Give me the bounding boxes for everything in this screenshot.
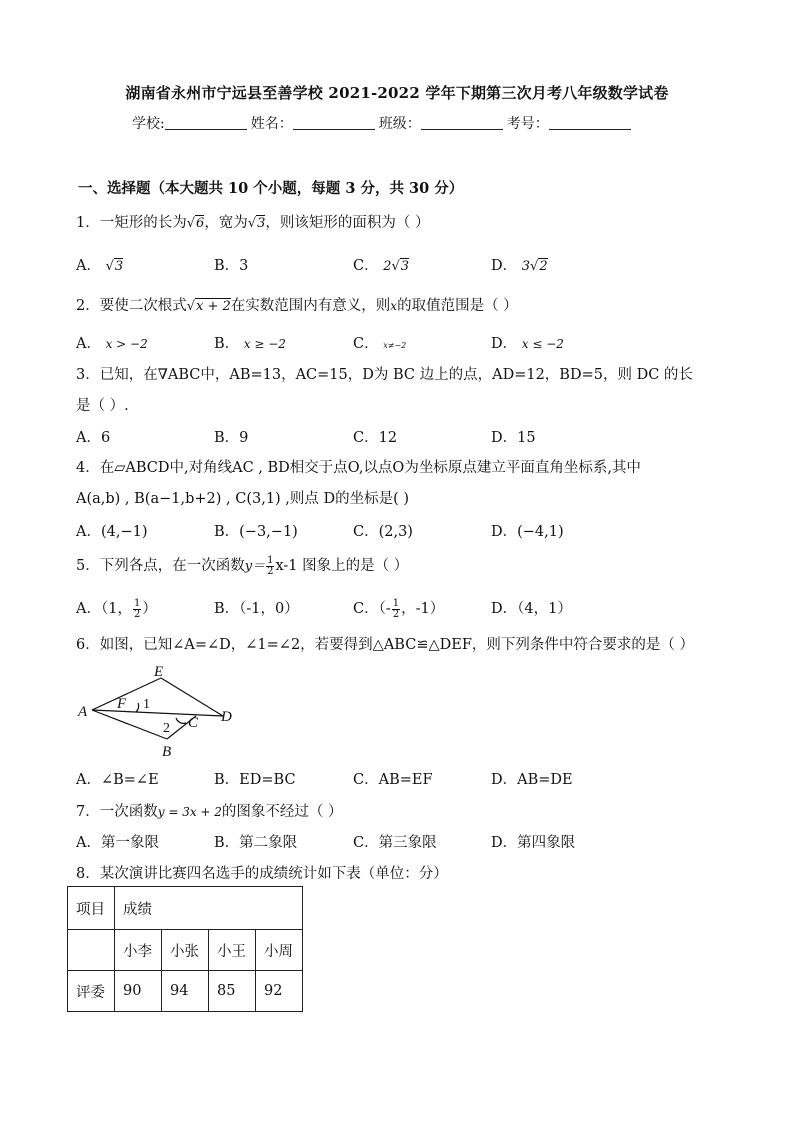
option-a[interactable]: A．(4,−1) xyxy=(76,524,148,540)
question-text: 已知，在∇ABC中，AB=13，AC=15，D为 BC 边上的点，AD=12，BD=5，则 DC 的长 xyxy=(99,367,693,383)
question-text: 在▱ABCD中,对角线AC , BD相交于点O,以点O为坐标原点建立平面直角坐标系,其中 xyxy=(99,460,641,476)
option-d[interactable]: D．第四象限 xyxy=(491,835,576,851)
question-text: 的图象不经过（ ） xyxy=(221,804,343,820)
class-blank[interactable] xyxy=(421,115,503,130)
question-number: 4． xyxy=(76,460,100,476)
question-2 xyxy=(76,294,518,315)
table-cell: 小王 xyxy=(209,930,256,971)
table-row xyxy=(68,971,303,1012)
option-c[interactable]: C．(2,3) xyxy=(353,524,413,540)
question-7 xyxy=(76,800,343,821)
question-1 xyxy=(76,211,430,232)
option-b[interactable]: B．（-1，0） xyxy=(214,601,299,617)
school-blank[interactable] xyxy=(165,115,247,130)
geometry-figure xyxy=(76,661,246,761)
question-text: 要使二次根式 xyxy=(99,298,187,314)
option-d[interactable]: D．(−4,1) xyxy=(491,524,564,540)
option-c[interactable]: C．（- $\frac{1}{2}$ ，-1） xyxy=(353,597,445,620)
name-label: 姓名： xyxy=(250,116,293,132)
table-cell xyxy=(68,930,115,971)
segment-AB xyxy=(92,710,167,739)
option-a[interactable]: A． √3 xyxy=(76,258,124,274)
name-blank[interactable] xyxy=(293,115,375,130)
question-6 xyxy=(76,633,694,654)
option-a[interactable]: A．第一象限 xyxy=(76,835,159,851)
option-a[interactable]: A． x > −2 xyxy=(76,336,148,352)
option-c[interactable]: C．12 xyxy=(353,430,398,446)
question-4 xyxy=(76,456,641,477)
question-number: 3． xyxy=(76,367,100,383)
question-text: ，宽为 xyxy=(204,215,248,231)
question-3-cont: 是（ ）. xyxy=(76,398,129,414)
question-number: 8． xyxy=(76,866,100,882)
label-B: B xyxy=(162,744,172,760)
sqrt-6: √6 xyxy=(186,216,205,231)
class-label: 班级： xyxy=(378,116,421,132)
question-text: x-1 图象上的是（ ） xyxy=(275,558,409,574)
table-cell: 小李 xyxy=(115,930,162,971)
table-row xyxy=(68,930,303,971)
table-cell: 项目 xyxy=(68,887,115,930)
question-text: 的取值范围是（ ） xyxy=(397,298,518,314)
student-info-line xyxy=(132,113,635,133)
question-number: 6． xyxy=(76,637,100,653)
radical-expression: √x + 2 xyxy=(186,299,231,314)
question-text: 在实数范围内有意义，则 xyxy=(230,298,391,314)
question-text: 一矩形的长为 xyxy=(99,215,187,231)
question-number: 5． xyxy=(76,558,100,574)
fraction-half: $\frac{1}{2}$ xyxy=(267,554,274,577)
option-d[interactable]: D． 3√2 xyxy=(491,258,548,274)
option-d[interactable]: D． x ≤ −2 xyxy=(491,336,564,352)
question-3 xyxy=(76,363,693,384)
function-y: y＝ xyxy=(244,559,266,574)
school-label: 学校: xyxy=(132,116,165,132)
question-text: 如图，已知∠A=∠D，∠1=∠2，若要得到△ABC≌△DEF，则下列条件中符合要求的是（ ） xyxy=(99,637,694,653)
option-a[interactable]: A．（1， $\frac{1}{2}$ ） xyxy=(76,597,157,620)
table-cell: 85 xyxy=(209,971,256,1012)
segment-AE xyxy=(92,678,161,710)
table-cell: 小周 xyxy=(256,930,303,971)
label-E: E xyxy=(154,664,164,680)
option-a[interactable]: A．6 xyxy=(76,430,111,446)
option-d[interactable]: D．AB=DE xyxy=(491,772,573,788)
angle-1-arc xyxy=(136,703,139,712)
option-d[interactable]: D．（4，1） xyxy=(491,601,572,617)
label-A: A xyxy=(78,704,88,720)
table-cell: 评委 xyxy=(68,971,115,1012)
option-b[interactable]: B．ED=BC xyxy=(214,772,296,788)
option-c[interactable]: C． x≠−2 xyxy=(353,336,407,352)
table-cell: 90 xyxy=(115,971,162,1012)
label-F: F xyxy=(117,696,127,712)
question-text: 下列各点，在一次函数 xyxy=(99,558,245,574)
option-b[interactable]: B．3 xyxy=(214,258,249,274)
question-text: ，则该矩形的面积为（ ） xyxy=(265,215,430,231)
label-C: C xyxy=(188,715,199,731)
angle-2-arc xyxy=(176,718,186,723)
table-cell: 小张 xyxy=(162,930,209,971)
label-angle-2: 2 xyxy=(163,721,170,736)
label-D: D xyxy=(221,709,232,725)
option-c[interactable]: C．第三象限 xyxy=(353,835,437,851)
sqrt-3: √3 xyxy=(247,216,266,231)
segment-AD xyxy=(92,710,223,716)
option-b[interactable]: B．第二象限 xyxy=(214,835,298,851)
question-8 xyxy=(76,862,448,883)
figure-lines xyxy=(92,678,223,739)
question-4-cont: A(a,b) , B(a−1,b+2) , C(3,1) ,则点 D的坐标是( ) xyxy=(76,491,410,507)
label-angle-1: 1 xyxy=(143,697,150,712)
section-title: 一、选择题（本大题共 10 个小题，每题 3 分，共 30 分） xyxy=(78,180,464,197)
exam-title: 湖南省永州市宁远县至善学校 2021-2022 学年下期第三次月考八年级数学试卷 xyxy=(125,84,669,102)
table-cell: 94 xyxy=(162,971,209,1012)
exam-no-label: 考号： xyxy=(506,116,549,132)
table-cell: 成绩 xyxy=(115,887,303,930)
option-d[interactable]: D．15 xyxy=(491,430,536,446)
function-expression: y = 3x + 2 xyxy=(157,805,222,819)
question-number: 7． xyxy=(76,804,100,820)
question-text: 某次演讲比赛四名选手的成绩统计如下表（单位：分） xyxy=(99,866,448,882)
question-5 xyxy=(76,554,408,577)
option-a[interactable]: A．∠B=∠E xyxy=(76,772,159,788)
question-number: 2． xyxy=(76,298,100,314)
exam-no-blank[interactable] xyxy=(549,115,631,130)
option-c[interactable]: C．AB=EF xyxy=(353,772,433,788)
variable-x: x xyxy=(390,299,398,313)
score-table xyxy=(67,886,303,1012)
table-cell: 92 xyxy=(256,971,303,1012)
segment-ED xyxy=(161,678,223,716)
option-c[interactable]: C． 2√3 xyxy=(353,258,410,274)
table-row xyxy=(68,887,303,930)
question-number: 1． xyxy=(76,215,100,231)
option-b[interactable]: B．9 xyxy=(214,430,249,446)
option-b[interactable]: B．(−3,−1) xyxy=(214,524,298,540)
option-b[interactable]: B． x ≥ −2 xyxy=(214,336,286,352)
question-text: 一次函数 xyxy=(99,804,158,820)
